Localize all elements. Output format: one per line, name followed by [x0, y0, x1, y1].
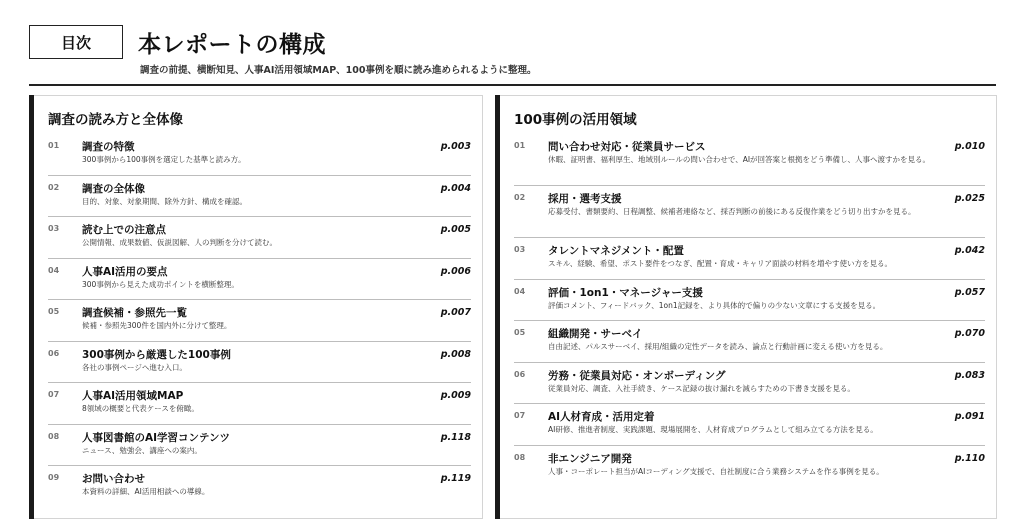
right-toc-list [514, 134, 985, 487]
toc-item-title: 労務・従業員対応・オンボーディング [548, 369, 726, 382]
toc-item-description: 従業員対応、調査、入社手続き、ケース記録の抜け漏れを減らすための下書き支援を見る。 [548, 383, 855, 393]
toc-item-page: p.025 [954, 193, 985, 204]
toc-item-number: 04 [48, 265, 60, 275]
toc-item-title: 300事例から厳選した100事例 [82, 348, 231, 361]
toc-item[interactable] [514, 321, 985, 363]
toc-item-page: p.008 [440, 348, 471, 360]
toc-item-number: 02 [514, 193, 526, 202]
toc-item[interactable] [514, 134, 985, 186]
toc-item-description: 本資料の詳細、AI活用相談への導線。 [82, 487, 210, 496]
toc-item-number: 05 [514, 328, 526, 337]
toc-item[interactable] [48, 425, 471, 467]
toc-item-number: 01 [48, 141, 60, 150]
toc-item-page: p.042 [954, 245, 985, 256]
toc-item-number: 08 [48, 431, 60, 441]
toc-item-description: 目的、対象、対象期間、除外方針、構成を確認。 [82, 196, 247, 206]
toc-item[interactable] [48, 259, 471, 301]
toc-item-description: 休暇、証明書、福利厚生、地域別ルールの問い合わせで、AIが回答案と根拠をどう準備し、人事へ渡すかを見る。 [548, 155, 931, 164]
toc-item-page: p.005 [440, 224, 471, 235]
toc-item[interactable] [514, 404, 985, 446]
page-title: 本レポートの構成 [138, 32, 326, 58]
toc-item-description: ニュース、勉強会、講座への案内。 [82, 445, 202, 455]
toc-item-title: 調査の特徴 [82, 141, 135, 153]
toc-item-page: p.057 [954, 286, 985, 298]
toc-item[interactable] [514, 280, 985, 322]
toc-item-number: 09 [48, 473, 60, 482]
toc-item-page: p.119 [440, 473, 471, 484]
toc-item-title: 評価・1on1・マネージャー支援 [548, 286, 703, 299]
toc-item-title: タレントマネジメント・配置 [548, 245, 684, 257]
toc-item-title: お問い合わせ [82, 473, 145, 485]
toc-item-number: 06 [514, 369, 526, 379]
toc-item-title: 人事AI活用の要点 [82, 265, 168, 278]
toc-item-number: 03 [48, 224, 60, 233]
toc-item-description: 評価コメント、フィードバック、1on1記録を、より具体的で偏りの少ない文章にする支援を見る。 [548, 300, 881, 310]
toc-item-number: 07 [514, 411, 526, 420]
left-panel [29, 95, 483, 519]
toc-item-page: p.070 [954, 328, 985, 339]
toc-item-description: 人事・コーポレート担当がAIコーディング支援で、自社制度に合う業務システムを作る事例を見る。 [548, 466, 884, 476]
toc-item-page: p.118 [440, 431, 471, 443]
toc-item-description: 応募受付、書類要約、日程調整、候補者連絡など、採否判断の前後にある反復作業をどう切り出すかを見る。 [548, 207, 916, 216]
page-subtitle: 調査の前提、横断知見、人事AI活用領域MAP、100事例を順に読み進められるように整理。 [140, 65, 537, 76]
toc-item-page: p.009 [440, 390, 471, 401]
toc-label: 目次 [60, 33, 91, 52]
toc-item-number: 04 [514, 286, 526, 296]
toc-item-page: p.007 [440, 307, 471, 318]
toc-item[interactable] [48, 300, 471, 342]
left-toc-list [48, 134, 471, 508]
toc-item-number: 05 [48, 307, 60, 316]
toc-item-page: p.091 [954, 411, 985, 422]
toc-label-box [29, 25, 123, 59]
toc-item-description: 各社の事例ページへ進む入口。 [82, 362, 187, 372]
toc-item-description: 公開情報、成果数値、仮説図解、人の判断を分けて読む。 [82, 238, 277, 247]
toc-item-title: 調査の全体像 [82, 182, 145, 195]
toc-item-description: 候補・参照先300件を国内外に分けて整理。 [82, 321, 232, 330]
toc-item-description: スキル、経験、希望、ポスト要件をつなぎ、配置・育成・キャリア面談の材料を増やす使い方を見る。 [548, 259, 893, 268]
right-panel-title: 100事例の活用領域 [514, 112, 637, 128]
toc-item[interactable] [48, 383, 471, 425]
toc-item-description: 300事例から100事例を選定した基準と読み方。 [82, 155, 246, 164]
toc-item-page: p.010 [954, 141, 985, 152]
toc-item-description: AI研修、推進者制度、実践課題、現場展開を、人材育成プログラムとして組み立てる方法を見る。 [548, 425, 878, 434]
header-divider [29, 84, 996, 86]
toc-item-page: p.006 [440, 265, 471, 277]
toc-item-title: 人事図書館のAI学習コンテンツ [82, 431, 231, 444]
toc-item-title: 調査候補・参照先一覧 [82, 307, 187, 319]
toc-item[interactable] [514, 363, 985, 405]
toc-item-description: 8領域の概要と代表ケースを俯瞰。 [82, 404, 199, 413]
toc-item[interactable] [514, 238, 985, 280]
toc-item[interactable] [514, 186, 985, 238]
toc-item-number: 02 [48, 182, 60, 192]
toc-item-number: 03 [514, 245, 526, 254]
toc-item-page: p.110 [954, 452, 985, 464]
toc-item[interactable] [48, 134, 471, 176]
toc-item-number: 07 [48, 390, 60, 399]
toc-item[interactable] [48, 342, 471, 384]
toc-item-title: 問い合わせ対応・従業員サービス [548, 141, 706, 153]
toc-item[interactable] [514, 446, 985, 488]
toc-item-number: 01 [514, 141, 526, 150]
toc-item-page: p.083 [954, 369, 985, 381]
toc-item-title: AI人材育成・活用定着 [548, 411, 655, 423]
toc-item[interactable] [48, 217, 471, 259]
toc-item-description: 300事例から見えた成功ポイントを横断整理。 [82, 279, 239, 289]
toc-item[interactable] [48, 176, 471, 218]
toc-item-title: 採用・選考支援 [548, 193, 622, 205]
toc-item[interactable] [48, 466, 471, 508]
toc-item-number: 08 [514, 452, 526, 462]
toc-item-description: 自由記述、パルスサーベイ、採用/組織の定性データを読み、論点と行動計画に変える使い方を見る。 [548, 342, 888, 351]
toc-item-title: 組織開発・サーベイ [548, 328, 643, 340]
toc-item-number: 06 [48, 348, 60, 358]
toc-item-page: p.004 [440, 182, 471, 194]
right-panel [495, 95, 997, 519]
toc-item-page: p.003 [440, 141, 471, 152]
toc-item-title: 非エンジニア開発 [548, 452, 632, 465]
toc-item-title: 人事AI活用領域MAP [82, 390, 184, 402]
toc-item-title: 読む上での注意点 [82, 224, 166, 236]
left-panel-title: 調査の読み方と全体像 [48, 112, 183, 128]
